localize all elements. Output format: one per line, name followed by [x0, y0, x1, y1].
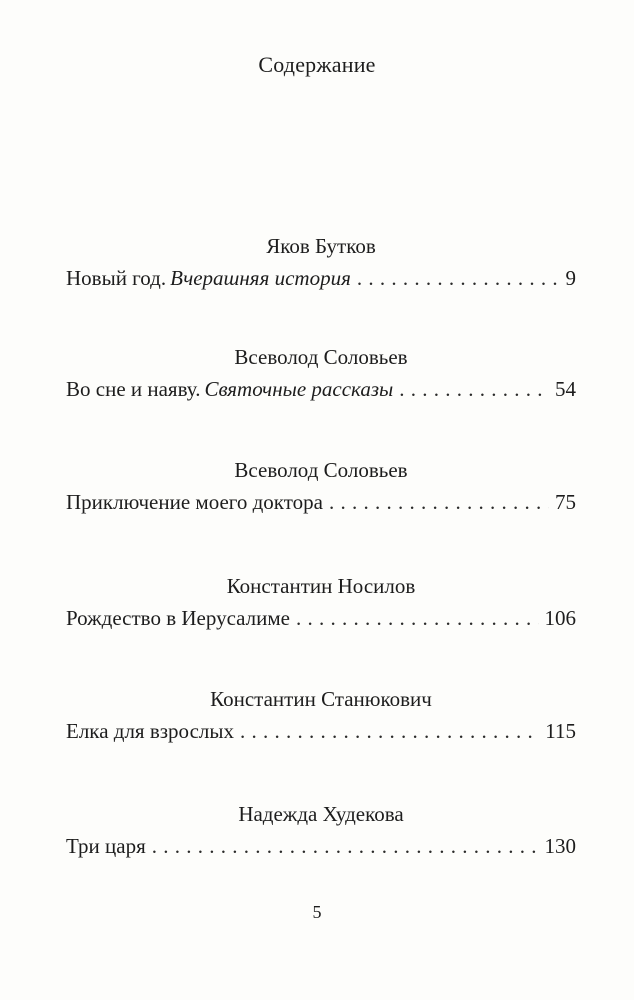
- entry-page-number: 9: [565, 266, 576, 290]
- toc-entry: [66, 456, 576, 516]
- entry-page-number: 54: [555, 377, 576, 401]
- leader-dots: [329, 488, 549, 516]
- leader-dots: [152, 832, 539, 860]
- entry-page-number: 115: [545, 719, 576, 743]
- entry-subtitle: Святочные рассказы: [204, 377, 394, 401]
- entry-line: [66, 488, 576, 516]
- entry-author: Яков Бутков: [266, 234, 376, 258]
- toc-entry: [66, 685, 576, 745]
- entry-author: Надежда Худекова: [238, 802, 404, 826]
- entry-subtitle: Вчерашняя история: [170, 266, 351, 290]
- contents-title: Содержание: [258, 52, 376, 77]
- entry-title: Рождество в Иерусалиме: [66, 606, 290, 630]
- leader-dots: [240, 717, 539, 745]
- entry-author: Всеволод Соловьев: [234, 458, 408, 482]
- entry-line: [66, 264, 576, 292]
- entry-page-number: 106: [544, 606, 576, 630]
- entry-line: [66, 375, 576, 403]
- entry-title: Во сне и наяву.: [66, 377, 201, 401]
- toc-entry: [66, 343, 576, 403]
- leader-dots: [357, 264, 560, 292]
- entry-title: Новый год.: [66, 266, 167, 290]
- entry-line: [66, 717, 576, 745]
- page-number: 5: [312, 902, 322, 922]
- entry-page-number: 130: [544, 834, 576, 858]
- entry-title: Приключение моего доктора: [66, 490, 323, 514]
- leader-dots: [399, 375, 549, 403]
- toc-entry: [66, 572, 576, 632]
- toc-entry: [66, 800, 576, 860]
- entry-author: Константин Станюкович: [210, 687, 432, 711]
- entry-line: [66, 604, 576, 632]
- entry-title: Три царя: [66, 834, 146, 858]
- entry-page-number: 75: [555, 490, 576, 514]
- entry-author: Константин Носилов: [226, 574, 416, 598]
- entry-line: [66, 832, 576, 860]
- toc-entry: [66, 232, 576, 292]
- entry-author: Всеволод Соловьев: [234, 345, 408, 369]
- entry-title: Елка для взрослых: [66, 719, 234, 743]
- leader-dots: [296, 604, 539, 632]
